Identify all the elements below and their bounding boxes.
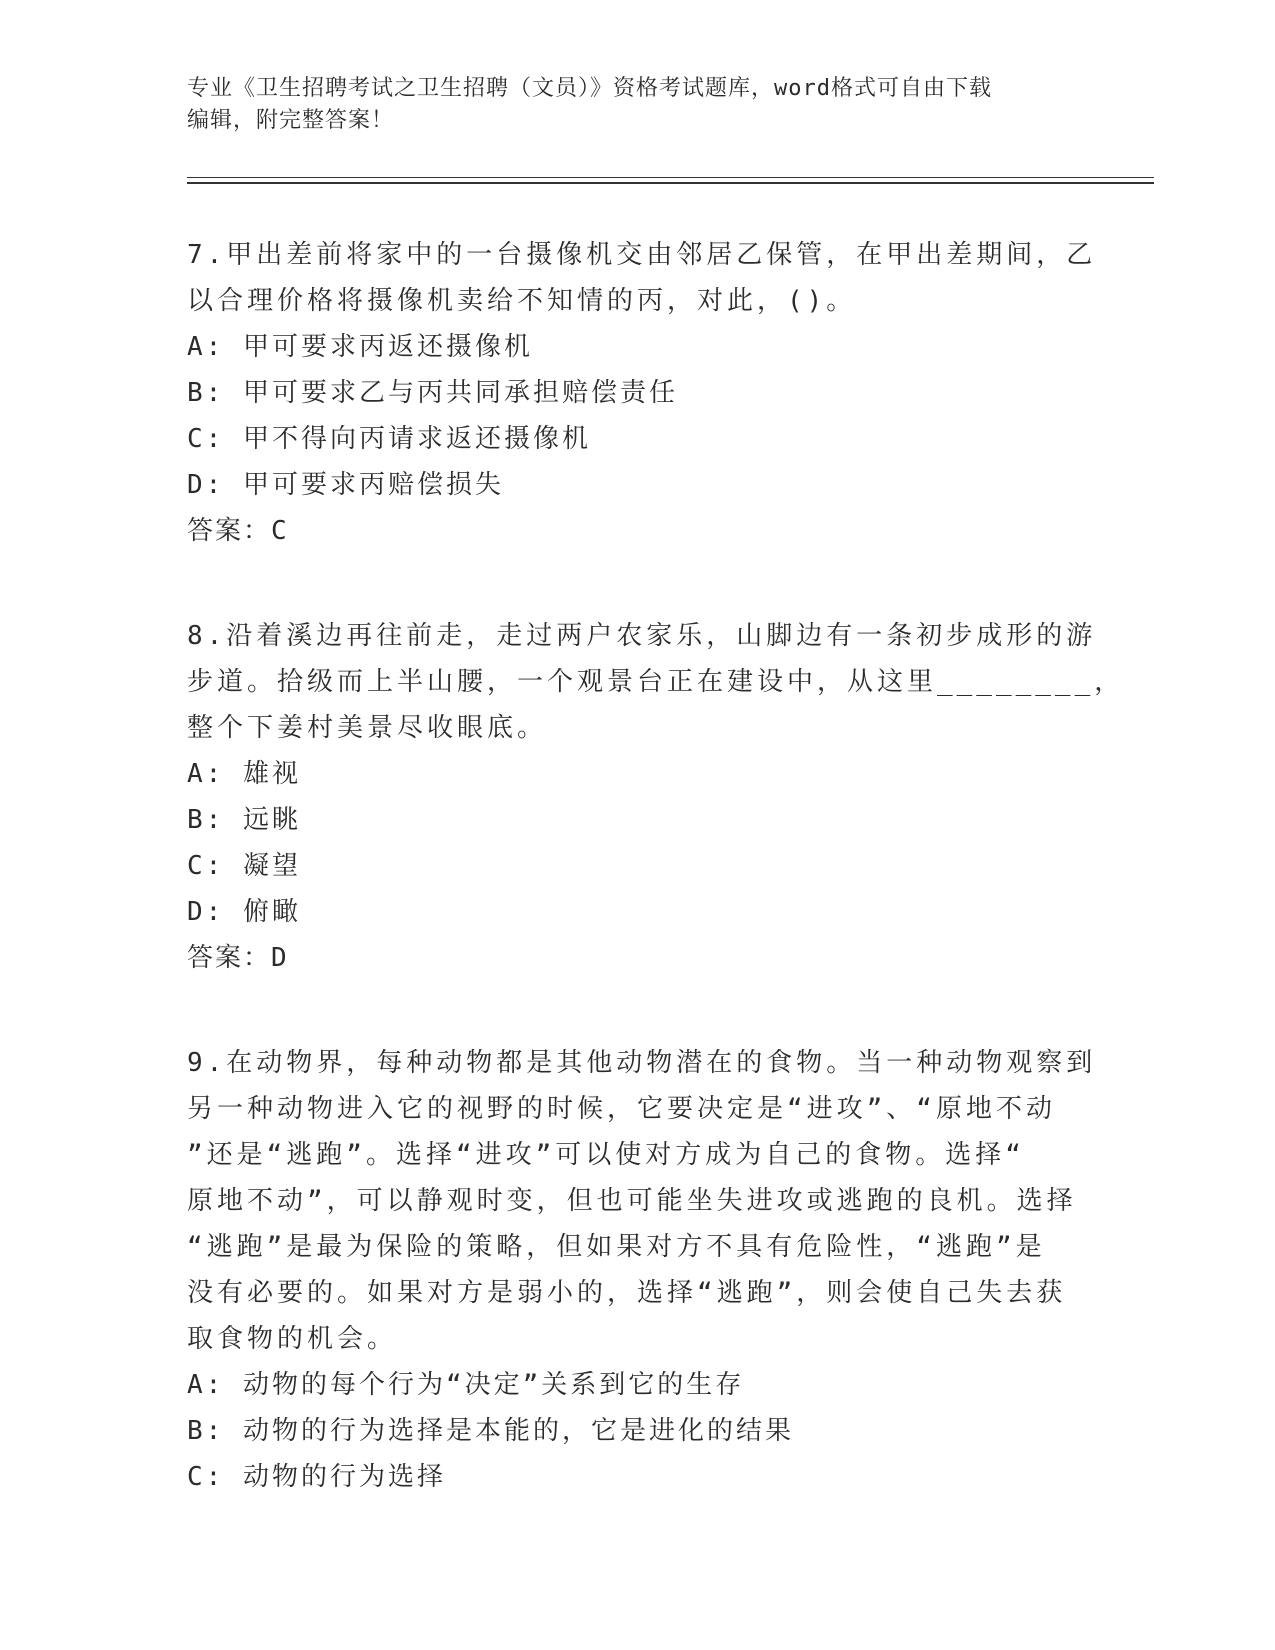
answer-line	[187, 508, 1057, 554]
option-c: C: 凝望	[187, 851, 301, 881]
option-b: B: 远眺	[187, 805, 301, 835]
answer-value: D	[271, 943, 289, 973]
question-9	[187, 1040, 1097, 1500]
question-text-line: 步道。拾级而上半山腰，一个观景台正在建设中，从这里________，	[187, 667, 1125, 697]
option-a: A: 动物的每个行为“决定”关系到它的生存	[187, 1370, 745, 1400]
question-text-line: 原地不动”，可以静观时变，但也可能坐失进攻或逃跑的良机。选择	[187, 1186, 1077, 1216]
answer-label: 答案：	[187, 943, 272, 973]
header-divider-thin	[187, 177, 1154, 178]
option-c: C: 甲不得向丙请求返还摄像机	[187, 424, 591, 454]
option-a: A: 甲可要求丙返还摄像机	[187, 332, 533, 362]
question-text-line: 另一种动物进入它的视野的时候，它要决定是“进攻”、“原地不动	[187, 1094, 1056, 1124]
question-list	[187, 232, 1125, 1559]
answer-label: 答案：	[187, 516, 272, 546]
question-text-line: 7.甲出差前将家中的一台摄像机交由邻居乙保管，在甲出差期间，乙	[187, 240, 1097, 270]
question-text-line: 8.沿着溪边再往前走，走过两户农家乐，山脚边有一条初步成形的游	[187, 621, 1097, 651]
question-text-line: 整个下姜村美景尽收眼底。	[187, 713, 548, 743]
header-line-2: 编辑，附完整答案！	[187, 108, 395, 133]
document-header	[187, 73, 1087, 137]
question-text-line: 取食物的机会。	[187, 1324, 398, 1354]
option-b: B: 甲可要求乙与丙共同承担赔偿责任	[187, 378, 678, 408]
option-d: D: 俯瞰	[187, 897, 301, 927]
option-a: A: 雄视	[187, 759, 301, 789]
question-text-line: 9.在动物界，每种动物都是其他动物潜在的食物。当一种动物观察到	[187, 1048, 1097, 1078]
question-7	[187, 232, 1097, 554]
question-8	[187, 613, 1125, 981]
option-c: C: 动物的行为选择	[187, 1462, 446, 1492]
question-text-line: 以合理价格将摄像机卖给不知情的丙，对此，()。	[187, 286, 857, 316]
header-line-1: 专业《卫生招聘考试之卫生招聘（文员）》资格考试题库，word格式可自由下载	[187, 76, 992, 101]
answer-value: C	[271, 516, 289, 546]
option-b: B: 动物的行为选择是本能的，它是进化的结果	[187, 1416, 794, 1446]
header-divider-thick	[187, 182, 1154, 184]
question-text-line: 没有必要的。如果对方是弱小的，选择“逃跑”，则会使自己失去获	[187, 1278, 1067, 1308]
question-text-line: “逃跑”是最为保险的策略，但如果对方不具有危险性，“逃跑”是	[187, 1232, 1046, 1262]
option-d: D: 甲可要求丙赔偿损失	[187, 470, 504, 500]
answer-line	[187, 935, 1057, 981]
question-text-line: ”还是“逃跑”。选择“进攻”可以使对方成为自己的食物。选择“	[187, 1140, 1025, 1170]
